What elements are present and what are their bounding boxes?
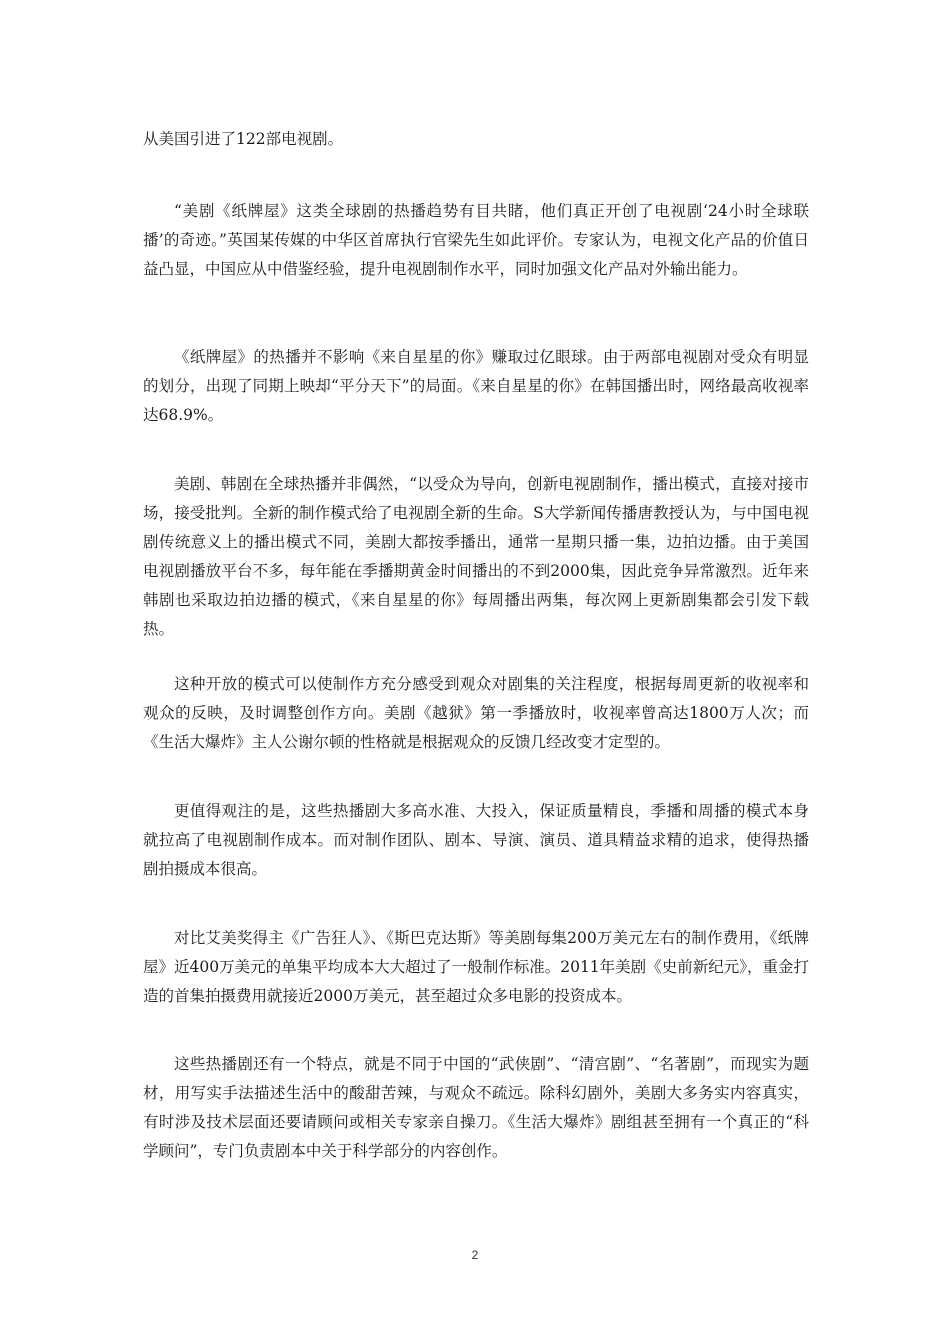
paragraph-3: 《纸牌屋》的热播并不影响《来自星星的你》赚取过亿眼球。由于两部电视剧对受众有明显的划分，出现了同期上映却“平分天下”的局面。《来自星星的你》在韩国播出时，网络最高收视率达68.9%。	[143, 348, 809, 424]
page-number: 2	[471, 1248, 479, 1262]
paragraph-1: 从美国引进了122部电视剧。	[143, 130, 344, 148]
paragraph-6: 更值得观注的是，这些热播剧大多高水准、大投入，保证质量精良，季播和周播的模式本身就拉高了电视剧制作成本。而对制作团队、剧本、导演、演员、道具精益求精的追求，使得热播剧拍摄成本很高。	[143, 802, 809, 878]
paragraph-2: “美剧《纸牌屋》这类全球剧的热播趋势有目共睹，他们真正开创了电视剧‘24小时全球联播’的奇迹。”英国某传媒的中华区首席执行官梁先生如此评价。专家认为，电视文化产品的价值日益凸显，中国应从中借鉴经验，提升电视剧制作水平，同时加强文化产品对外输出能力。	[143, 202, 809, 278]
paragraph-7: 对比艾美奖得主《广告狂人》、《斯巴克达斯》等美剧每集200万美元左右的制作费用，《纸牌屋》近400万美元的单集平均成本大大超过了一般制作标准。2011年美剧《史前新纪元》，重金打造的首集拍摄费用就接近2000万美元，甚至超过众多电影的投资成本。	[143, 929, 809, 1005]
paragraph-4: 美剧、韩剧在全球热播并非偶然，“以受众为导向，创新电视剧制作，播出模式，直接对接市场，接受批判。全新的制作模式给了电视剧全新的生命。S大学新闻传播唐教授认为，与中国电视剧传统意义上的播出模式不同，美剧大都按季播出，通常一星期只播一集，边拍边播。由于美国电视剧播放平台不多，每年能在季播期黄金时间播出的不到2000集，因此竞争异常激烈。近年来韩剧也采取边拍边播的模式，《来自星星的你》每周播出两集，每次网上更新剧集都会引发下载热。	[143, 475, 809, 638]
paragraph-8: 这些热播剧还有一个特点，就是不同于中国的“武侠剧”、“清宫剧”、“名著剧”，而现实为题材，用写实手法描述生活中的酸甜苦辣，与观众不疏远。除科幻剧外，美剧大多务实内容真实，有时涉及技术层面还要请顾问或相关专家亲自操刀。《生活大爆炸》剧组甚至拥有一个真正的“科学顾问”，专门负责剧本中关于科学部分的内容创作。	[143, 1055, 809, 1160]
paragraph-5: 这种开放的模式可以使制作方充分感受到观众对剧集的关注程度，根据每周更新的收视率和观众的反映，及时调整创作方向。美剧《越狱》第一季播放时，收视率曾高达1800万人次；而《生活大爆炸》主人公谢尔顿的性格就是根据观众的反馈几经改变才定型的。	[143, 675, 809, 751]
